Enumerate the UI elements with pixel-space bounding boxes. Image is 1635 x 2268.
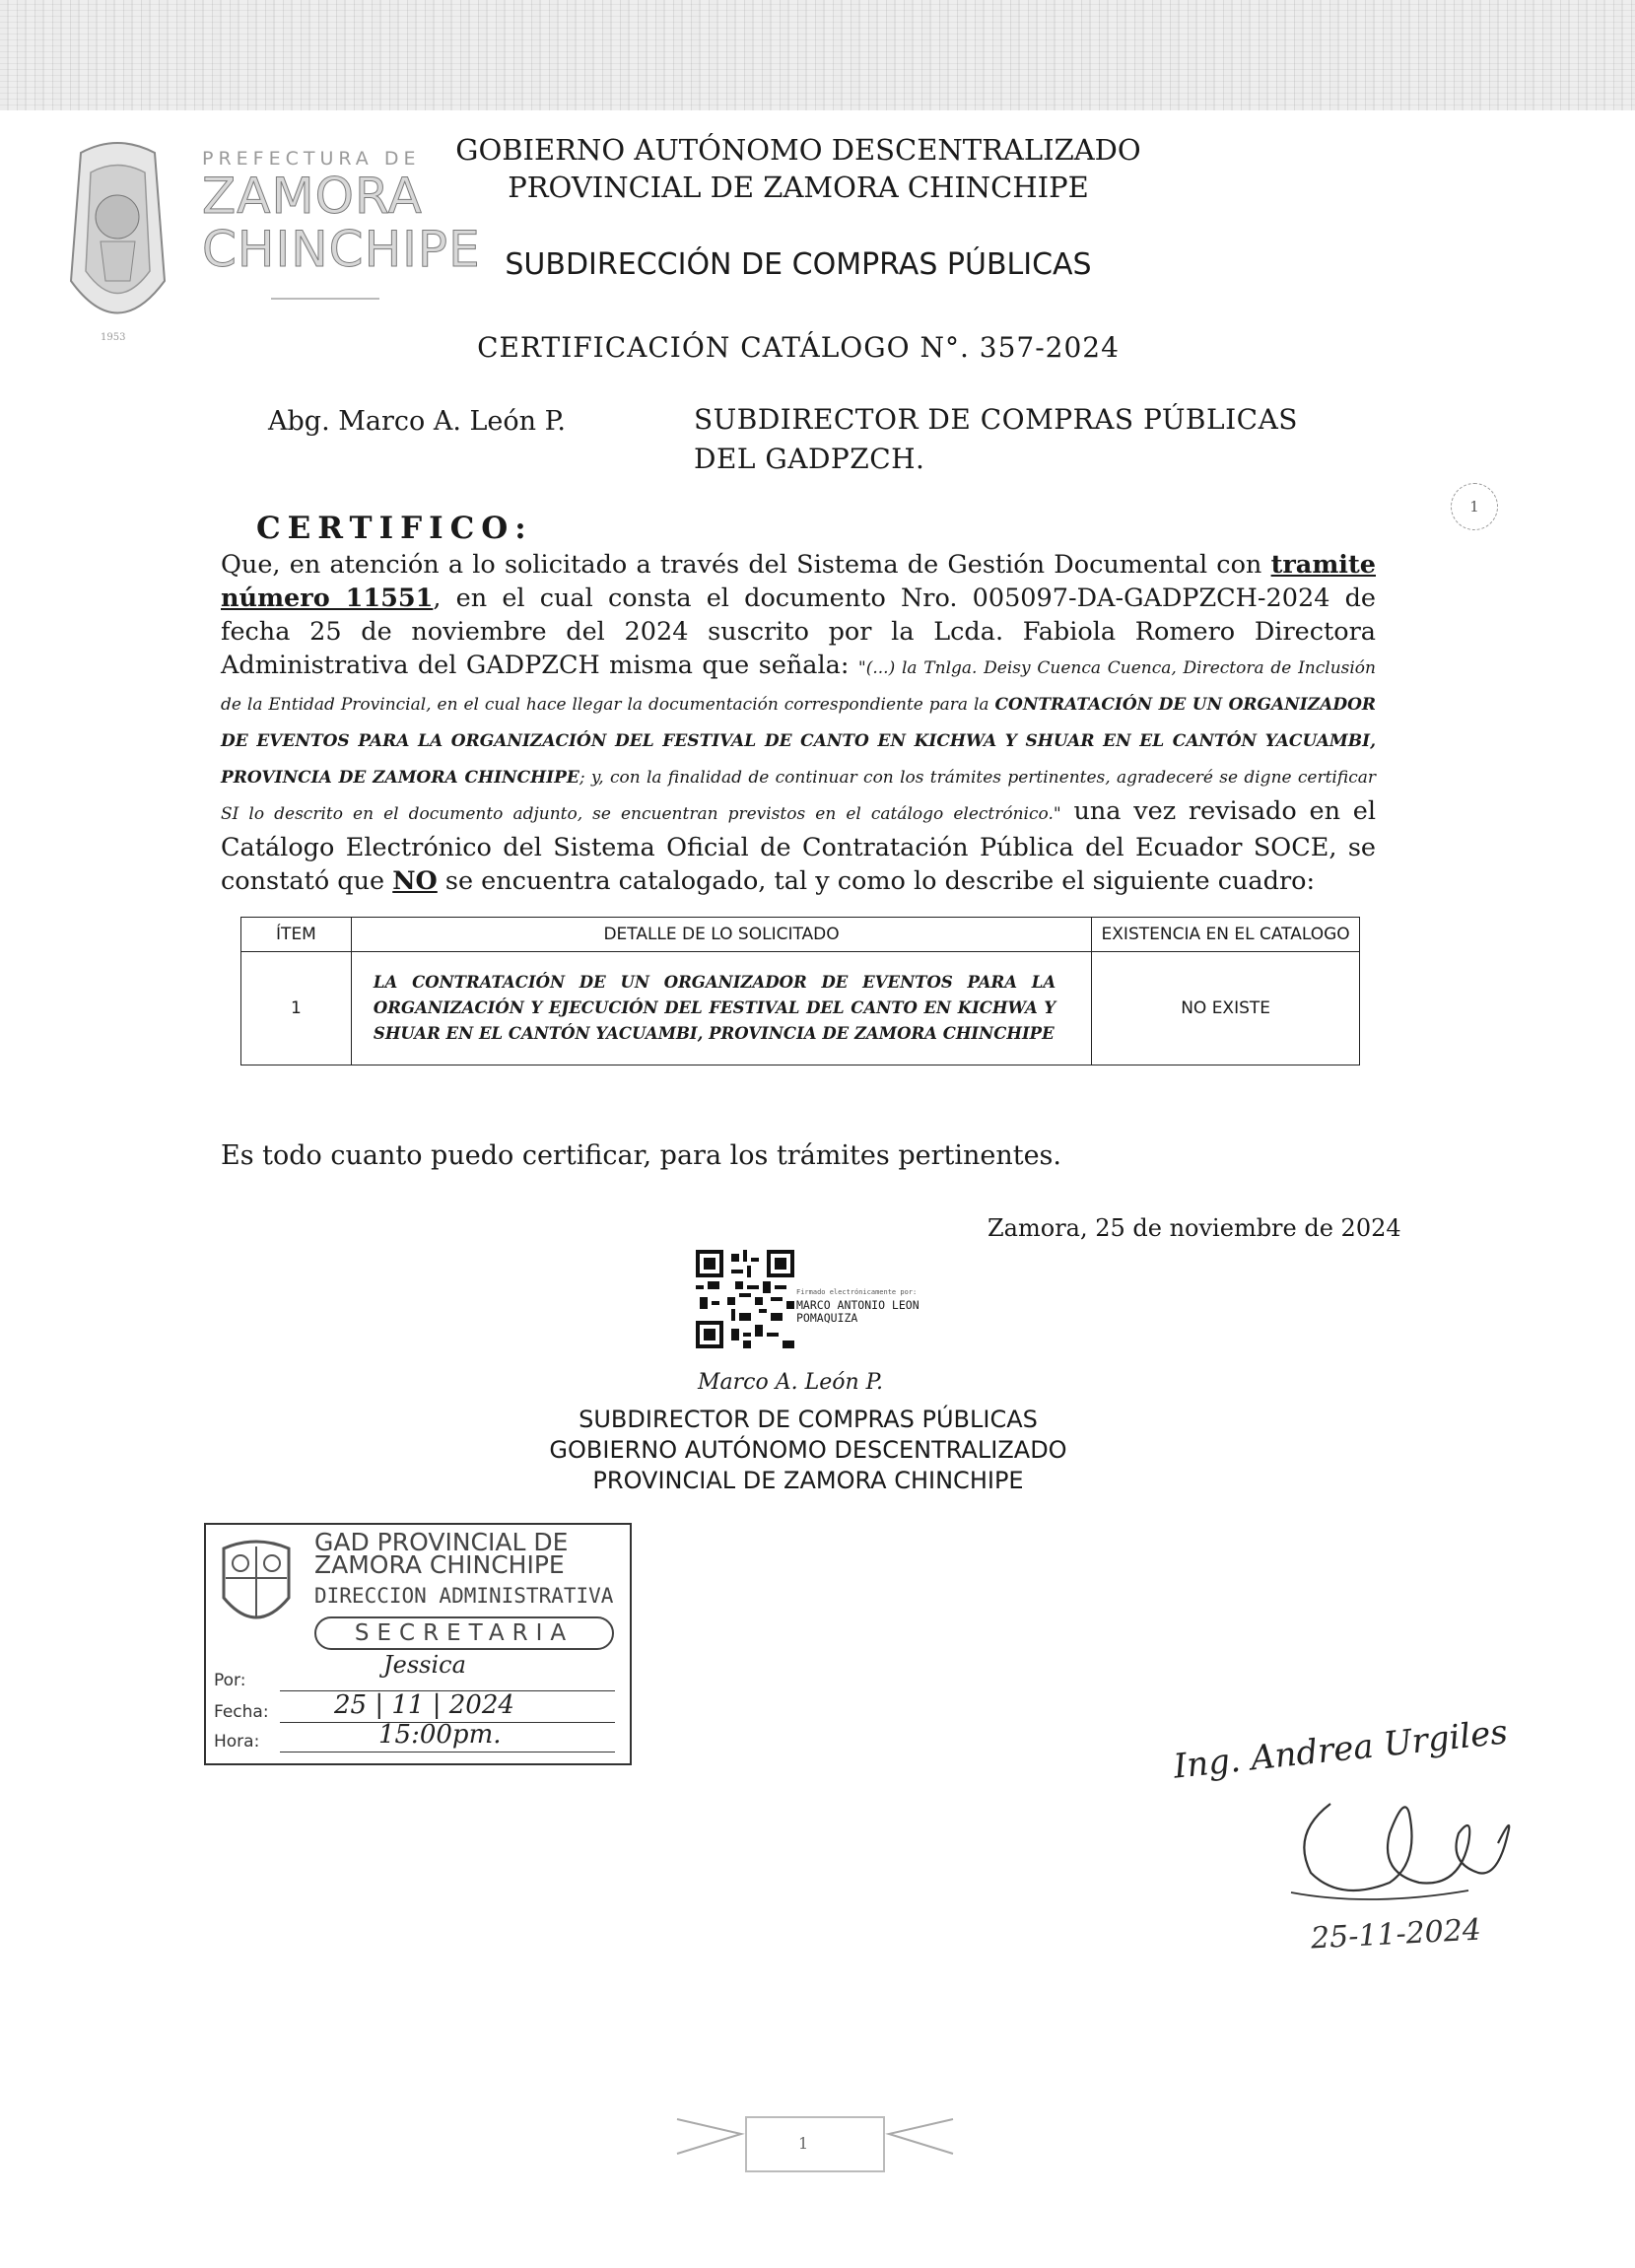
signer-title-line-1: SUBDIRECTOR DE COMPRAS PÚBLICAS: [694, 403, 1298, 436]
gov-line-2: PROVINCIAL DE ZAMORA CHINCHIPE: [508, 171, 1089, 204]
cell-item: 1: [241, 952, 352, 1065]
handwritten-date: 25-11-2024: [1310, 1912, 1482, 1957]
signature-caption: Firmado electrónicamente por:: [796, 1288, 918, 1296]
quote-bold-text: CONTRATACIÓN DE UN ORGANIZADOR DE EVENTOS PARA LA ORGANIZACIÓN DEL FESTIVAL DE CANTO EN KICHWA Y SHUAR EN EL CANTÓN YACUAMBI, PROVINCIA DE ZAMORA CHINCHIPE: [221, 695, 1377, 788]
page-number-circle: 1: [1451, 483, 1498, 530]
reception-stamp: [204, 1523, 632, 1765]
handwritten-receiver-name: Ing. Andrea Urgiles: [1171, 1712, 1510, 1787]
table-header-row: [241, 918, 1360, 952]
stamp-por-value: Jessica: [383, 1651, 466, 1679]
signer-title-line-2: DEL GADPZCH.: [694, 443, 925, 475]
cell-detail: LA CONTRATACIÓN DE UN ORGANIZADOR DE EVENTOS PARA LA ORGANIZACIÓN Y EJECUCIÓN DEL FESTIVAL DEL CANTO EN KICHWA Y SHUAR EN EL CANTÓN YACUAMBI, PROVINCIA DE ZAMORA CHINCHIPE: [351, 952, 1091, 1065]
certificate-number: CERTIFICACIÓN CATÁLOGO N°. 357-2024: [477, 331, 1120, 364]
no-emphasis: NO: [392, 866, 438, 896]
cell-existence: NO EXISTE: [1092, 952, 1360, 1065]
stamp-title: [314, 1528, 569, 1579]
prefectura-emblem-icon: [61, 133, 174, 360]
svg-text:1953: 1953: [101, 332, 126, 343]
government-name: [375, 131, 1222, 206]
table-row: [241, 952, 1360, 1065]
signature-block-line-3: PROVINCIAL DE ZAMORA CHINCHIPE: [592, 1467, 1024, 1494]
department-title: SUBDIRECCIÓN DE COMPRAS PÚBLICAS: [505, 247, 1092, 282]
stamp-fecha-value: 25 | 11 | 2024: [334, 1690, 514, 1720]
closing-statement: Es todo cuanto puedo certificar, para los trámites pertinentes.: [221, 1140, 1061, 1171]
stamp-line-2: ZAMORA CHINCHIPE: [314, 1550, 565, 1579]
signature-handwritten-name: Marco A. León P.: [698, 1370, 883, 1395]
col-detail: DETALLE DE LO SOLICITADO: [351, 918, 1091, 952]
digital-signature-text: [796, 1286, 920, 1325]
scan-top-band: [0, 0, 1635, 110]
stamp-hora-label: Hora:: [214, 1732, 260, 1752]
handwritten-signature-icon: [1271, 1774, 1528, 1912]
tramite-number: tramite número 11551: [221, 550, 1376, 613]
gov-line-1: GOBIERNO AUTÓNOMO DESCENTRALIZADO: [455, 133, 1141, 167]
col-item: ÍTEM: [241, 918, 352, 952]
stamp-hora-line: [280, 1752, 615, 1753]
stamp-secretaria: SECRETARIA: [314, 1616, 614, 1650]
body-text-4: se encuentra catalogado, tal y como lo describe el siguiente cuadro:: [437, 866, 1316, 896]
stamp-direction: DIRECCION ADMINISTRATIVA: [314, 1584, 614, 1608]
logo-wordmark: PREFECTURA DE ZAMORA CHINCHIPE: [202, 148, 481, 300]
signature-block-line-2: GOBIERNO AUTÓNOMO DESCENTRALIZADO: [549, 1436, 1067, 1464]
signer-name: Abg. Marco A. León P.: [268, 406, 566, 437]
col-existence: EXISTENCIA EN EL CATALOGO: [1092, 918, 1360, 952]
certificate-body: [221, 548, 1376, 898]
signer-title: [694, 400, 1298, 479]
body-text-1: Que, en atención a lo solicitado a través del Sistema de Gestión Documental con: [221, 550, 1271, 580]
stamp-hora-value: 15:00pm.: [378, 1720, 502, 1750]
stamp-emblem-icon: [216, 1539, 297, 1637]
qr-code-icon: [696, 1250, 794, 1348]
body-text-3: una vez revisado en el Catálogo Electrónico del Sistema Oficial de Contratación Pública del Ecuador SOCE, se constató que: [221, 796, 1377, 896]
stamp-fecha-label: Fecha:: [214, 1702, 269, 1722]
stamp-por-label: Por:: [214, 1671, 246, 1690]
quote-text-1: "(...) la Tnlga. Deisy Cuenca Cuenca, Directora de Inclusión de la Entidad Provincial, en el cual hace llegar la documentación correspondiente para la: [221, 658, 1376, 715]
body-text-2: , en el cual consta el documento Nro. 005097-DA-GADPZCH-2024 de fecha 25 de noviembre del 2024 suscrito por la Lcda. Fabiola Romero Directora Administrativa del GADPZCH misma que señala:: [221, 584, 1377, 680]
quote-text-2: ; y, con la finalidad de continuar con los trámites pertinentes, agradeceré se digne certificar SI lo descrito en el documento adjunto, se encuentran previstos en el catálogo electrónico.": [221, 768, 1376, 824]
signature-name-line-2: POMAQUIZA: [796, 1311, 858, 1325]
signature-name-line-1: MARCO ANTONIO LEON: [796, 1298, 920, 1312]
stamp-line-1: GAD PROVINCIAL DE: [314, 1528, 569, 1556]
catalog-table: [240, 917, 1360, 1065]
certifico-heading: CERTIFICO:: [256, 511, 533, 546]
page-footer-ornament-icon: [672, 2109, 958, 2178]
page-footer-number: 1: [798, 2134, 809, 2153]
signature-block-line-1: SUBDIRECTOR DE COMPRAS PÚBLICAS: [579, 1406, 1038, 1433]
place-date: Zamora, 25 de noviembre de 2024: [988, 1214, 1401, 1242]
signature-block: [463, 1405, 1153, 1496]
